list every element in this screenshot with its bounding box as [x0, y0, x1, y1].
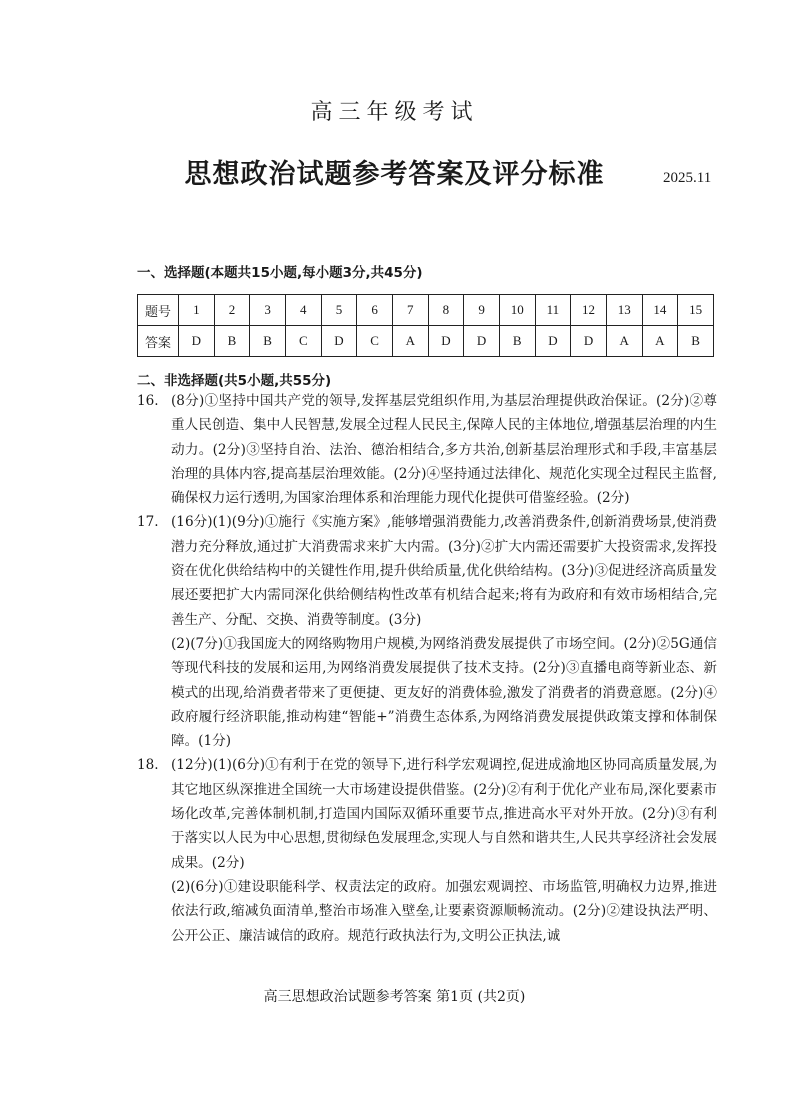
answer-cell: A: [642, 326, 678, 357]
answer-table: [137, 294, 714, 357]
question-number: 16.: [137, 393, 159, 409]
answer-cell: D: [464, 326, 500, 357]
answer-cell: D: [428, 326, 464, 357]
section2-heading: 二、非选择题(共5小题,共55分): [137, 373, 332, 389]
question-16: [137, 389, 717, 510]
non-choice-answers: [137, 389, 717, 948]
question-number: 18.: [137, 757, 159, 774]
question-17-part2-answer: (2)(7分)①我国庞大的网络购物用户规模,为网络消费发展提供了市场空间。(2分)②5G通信等现代科技的发展和运用,为网络消费发展提供了技术支持。(2分)③直播电商等新业态、新模式的出现,给消费者带来了更便捷、更友好的消费体验,激发了消费者的消费意愿。(2分)④政府履行经济职能,推动构建“智能+”消费生态体系,为网络消费发展提供政策支撑和体制保障。(1分): [171, 635, 717, 750]
question-number-cell: 10: [499, 295, 535, 326]
question-number-cell: 1: [179, 295, 215, 326]
question-18-part2-answer: (2)(6分)①建设职能科学、权责法定的政府。加强宏观调控、市场监管,明确权力边界,推进依法行政,缩减负面清单,整治市场准入壁垒,让要素资源顺畅流动。(2分)②建设执法严明、公开公正、廉洁诚信的政府。规范行政执法行为,文明公正执法,诚: [171, 878, 717, 944]
question-17-part1-answer: (16分)(1)(9分)①施行《实施方案》,能够增强消费能力,改善消费条件,创新消费场景,使消费潜力充分释放,通过扩大消费需求来扩大内需。(3分)②扩大内需还需要扩大投资需求,发挥投资在优化供给结构中的关键性作用,提升供给质量,优化供给结构。(3分)③促进经济高质量发展还要把扩大内需同深化供给侧结构性改革有机结合起来;将有为政府和有效市场相结合,完善生产、分配、交换、消费等制度。(3分): [171, 514, 717, 628]
row-label-answers: 答案: [138, 326, 179, 357]
answer-cell: C: [357, 326, 393, 357]
answer-cell: A: [606, 326, 642, 357]
section1-heading: 一、选择题(本题共15小题,每小题3分,共45分): [137, 265, 423, 281]
answer-cell: D: [321, 326, 357, 357]
question-17: [137, 510, 717, 631]
answer-cell: D: [535, 326, 571, 357]
question-number-cell: 2: [214, 295, 250, 326]
answer-cell: D: [179, 326, 215, 357]
answer-cell: C: [285, 326, 321, 357]
question-16-answer: (8分)①坚持中国共产党的领导,发挥基层党组织作用,为基层治理提供政治保证。(2分)②尊重人民创造、集中人民智慧,发展全过程人民民主,保障人民的主体地位,增强基层治理的内生动力。(2分)③坚持自治、法治、德治相结合,多方共治,创新基层治理形式和手段,丰富基层治理的具体内容,提高基层治理效能。(2分)④坚持通过法律化、规范化实现全过程民主监督,确保权力运行透明,为国家治理体系和治理能力现代化提供可借鉴经验。(2分): [171, 393, 717, 507]
question-number-cell: 4: [285, 295, 321, 326]
question-18-part1-answer: (12分)(1)(6分)①有利于在党的领导下,进行科学宏观调控,促进成渝地区协同高质量发展,为其它地区纵深推进全国统一大市场建设提供借鉴。(2分)②有利于优化产业布局,深化要素市场化改革,完善体制机制,打造国内国际双循环重要节点,推进高水平对外开放。(2分)③有利于落实以人民为中心思想,贯彻绿色发展理念,实现人与自然和谐共生,人民共享经济社会发展成果。(2分): [171, 757, 717, 871]
question-number-cell: 14: [642, 295, 678, 326]
question-number-cell: 7: [392, 295, 428, 326]
question-number-cell: 12: [571, 295, 607, 326]
answer-cell: B: [678, 326, 714, 357]
question-number: 17.: [137, 514, 159, 531]
exam-title: 高三年级考试: [310, 100, 479, 125]
table-row-answers: [138, 326, 714, 357]
row-label-numbers: 题号: [138, 295, 179, 326]
question-number-cell: 3: [250, 295, 286, 326]
question-18: [137, 753, 717, 874]
exam-date: 2025.11: [663, 170, 712, 186]
page-footer: 高三思想政治试题参考答案 第1页 (共2页): [263, 989, 526, 1005]
answer-cell: D: [571, 326, 607, 357]
main-title: 思想政治试题参考答案及评分标准: [184, 159, 605, 190]
answer-cell: A: [392, 326, 428, 357]
question-number-cell: 15: [678, 295, 714, 326]
table-row-numbers: [138, 295, 714, 326]
question-number-cell: 13: [606, 295, 642, 326]
question-number-cell: 11: [535, 295, 571, 326]
question-number-cell: 6: [357, 295, 393, 326]
answer-cell: B: [499, 326, 535, 357]
question-number-cell: 5: [321, 295, 357, 326]
question-number-cell: 8: [428, 295, 464, 326]
answer-cell: B: [214, 326, 250, 357]
answer-cell: B: [250, 326, 286, 357]
question-number-cell: 9: [464, 295, 500, 326]
